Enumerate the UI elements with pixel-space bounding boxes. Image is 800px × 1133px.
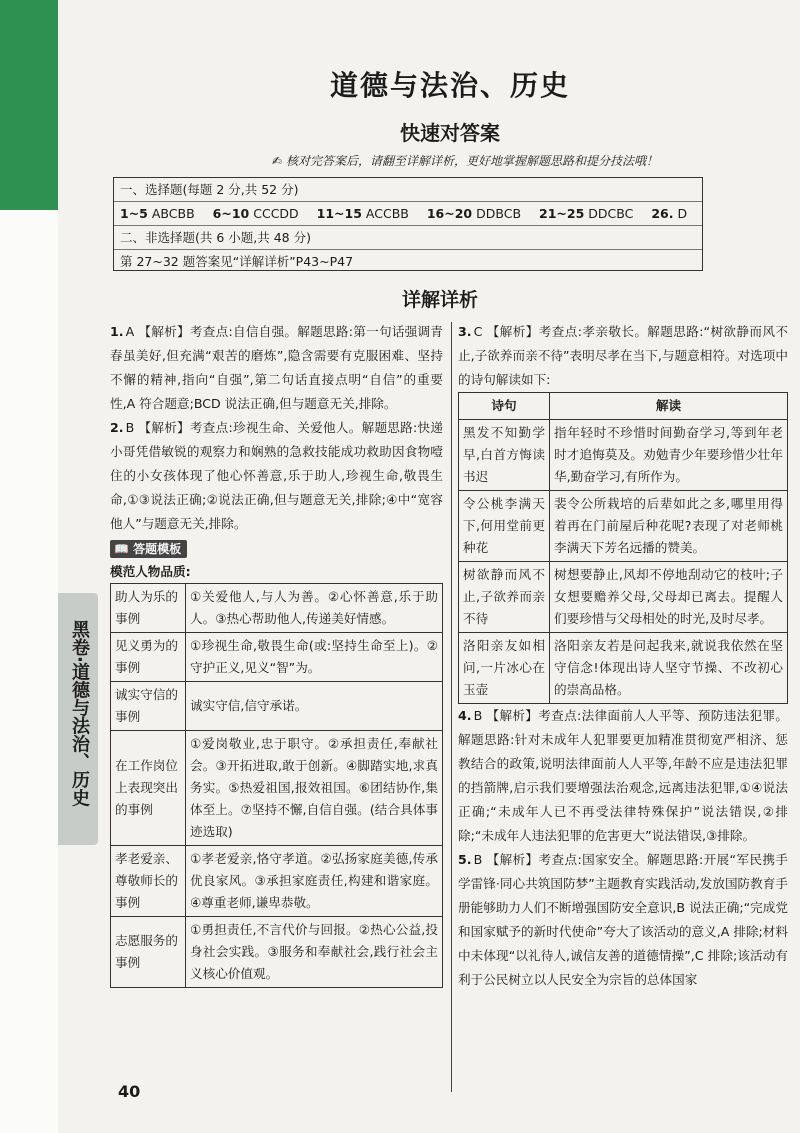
template-badge: 📖 答题模板 bbox=[110, 540, 187, 558]
answer-group: 16~20 DDBCB bbox=[426, 206, 522, 221]
table-row: 令公桃李满天下,何用堂前更种花 裴令公所栽培的后辈如此之多,哪里用得着再在门前屋后种花呢?表现了对老师桃李满天下芳名远播的赞美。 bbox=[459, 491, 788, 562]
left-column bbox=[110, 320, 443, 988]
side-tab-label: 黑卷·道德与法治、历史 bbox=[69, 620, 90, 807]
section-title: 详解详析 bbox=[401, 289, 478, 311]
table-row: 志愿服务的事例 ①勇担责任,不言代价与回报。②热心公益,投身社会实践。③服务和奉献社会,践行社会主义核心价值观。 bbox=[111, 917, 443, 988]
answer-row-choice-heading: 一、选择题(每题 2 分,共 52 分) bbox=[114, 178, 702, 202]
answer-group: 1~5 ABCBB bbox=[120, 206, 195, 221]
table-row: 助人为乐的事例 ①关爱他人,与人为善。②心怀善意,乐于助人。③热心帮助他人,传递美好情感。 bbox=[111, 584, 443, 633]
table-row: 在工作岗位上表现突出的事例 ①爱岗敬业,忠于职守。②承担责任,奉献社会。③开拓进取,敢于创新。④脚踏实地,求真务实。⑤热爱祖国,报效祖国。⑥团结协作,集体至上。⑦坚持不懈,自信自强。(结合具体事迹选取) bbox=[111, 731, 443, 846]
table-row: 树欲静而风不止,子欲养而亲不待 树想要静止,风却不停地刮动它的枝叶;子女想要赡养父母,父母却已离去。提醒人们要珍惜与父母相处的时光,及时尽孝。 bbox=[459, 562, 788, 633]
table-row: 孝老爱亲、尊敬师长的事例 ①孝老爱亲,恪守孝道。②弘扬家庭美德,传承优良家风。③承担家庭责任,构建和谐家庭。④尊重老师,谦卑恭敬。 bbox=[111, 846, 443, 917]
table-row: 诚实守信的事例 诚实守信,信守承诺。 bbox=[111, 682, 443, 731]
answer-row-keys bbox=[114, 202, 702, 226]
answer-group: 11~15 ACCBB bbox=[316, 206, 409, 221]
answer-group: 26. D bbox=[651, 206, 688, 221]
pencil-icon: ✍ bbox=[272, 154, 283, 168]
table-row: 见义勇为的事例 ①珍视生命,敬畏生命(或:坚持生命至上)。②守护正义,见义“智”为。 bbox=[111, 633, 443, 682]
answer-group: 21~25 DDCBC bbox=[539, 206, 634, 221]
right-column bbox=[458, 320, 788, 992]
template-subtitle: 模范人物品质: bbox=[110, 564, 191, 579]
question-5: 5. B 【解析】考查点:国家安全。解题思路:开展“军民携手学雷锋·同心共筑国防梦”主题教育实践活动,发放国防教育手册能够助力人们不断增强国防安全意识,B 说法正确;“完成党和国家赋予的新时代使命”夸大了该活动的意义,A 排除;材料中未体现“以礼待人,诚信友善的道德情操”,C 排除;该活动有利于公民树立以人民安全为宗旨的总体国家 bbox=[458, 852, 788, 987]
page-subtitle: 快速对答案 bbox=[400, 121, 500, 145]
question-2: 2. B 【解析】考查点:珍视生命、关爱他人。解题思路:快递小哥凭借敏锐的观察力和娴熟的急救技能成功救助因食物噎住的小女孩体现了他心怀善意,乐于助人,珍视生命,敬畏生命,①③说法正确;②说法正确,但与题意无关,排除;④中“宽容他人”与题意无关,排除。 bbox=[110, 420, 443, 531]
question-1: 1. A 【解析】考查点:自信自强。解题思路:第一句话强调青春虽美好,但充满“艰苦的磨炼”,隐含需要有克服困难、坚持不懈的精神,指向“自强”,第二句话直接点明“自信”的重要性,A 符合题意;BCD 说法正确,但与题意无关,排除。 bbox=[110, 324, 443, 411]
model-qualities-table bbox=[110, 583, 443, 988]
page-number: 40 bbox=[118, 1082, 141, 1101]
question-3: 3. C 【解析】考查点:孝亲敬长。解题思路:“树欲静而风不止,子欲养而亲不待”表明尽孝在当下,与题意相符。对选项中的诗句解读如下: bbox=[458, 324, 788, 387]
book-icon: 📖 bbox=[114, 542, 129, 556]
poem-table bbox=[458, 392, 788, 704]
question-4: 4. B 【解析】考查点:法律面前人人平等、预防违法犯罪。解题思路:针对未成年人犯罪要更加精准贯彻宽严相济、惩教结合的政策,说明法律面前人人平等,年龄不应是违法犯罪的挡箭牌,启示我们要增强法治观念,远离违法犯罪,①④说法正确;“未成年人已不再受法律特殊保护”说法错误,②排除;“未成年人违法犯罪的危害更大”说法错误,③排除。 bbox=[458, 708, 788, 843]
answer-group: 6~10 CCCDD bbox=[212, 206, 299, 221]
page-margin bbox=[0, 210, 58, 1133]
green-edge-strip bbox=[0, 0, 58, 210]
hint-note bbox=[230, 152, 700, 169]
answer-key-box bbox=[113, 177, 703, 271]
hint-text: 核对完答案后，请翻至详解详析，更好地掌握解题思路和提分技法哦！ bbox=[285, 154, 658, 168]
table-row: 黑发不知勤学早,白首方悔读书迟 指年轻时不珍惜时间勤奋学习,等到年老时才追悔莫及。劝勉青少年要珍惜少壮年华,勤奋学习,有所作为。 bbox=[459, 420, 788, 491]
column-divider bbox=[451, 322, 452, 1092]
answer-row-reference: 第 27~32 题答案见“详解详析”P43~P47 bbox=[120, 254, 354, 269]
table-row: 洛阳亲友如相问,一片冰心在玉壶 洛阳亲友若是问起我来,就说我依然在坚守信念!体现出诗人坚守节操、不改初心的崇高品格。 bbox=[459, 633, 788, 704]
table-header-row: 诗句 解读 bbox=[459, 393, 788, 420]
answer-row-nonchoice-heading: 二、非选择题(共 6 小题,共 48 分) bbox=[114, 226, 702, 250]
page-title: 道德与法治、历史 bbox=[329, 69, 570, 102]
